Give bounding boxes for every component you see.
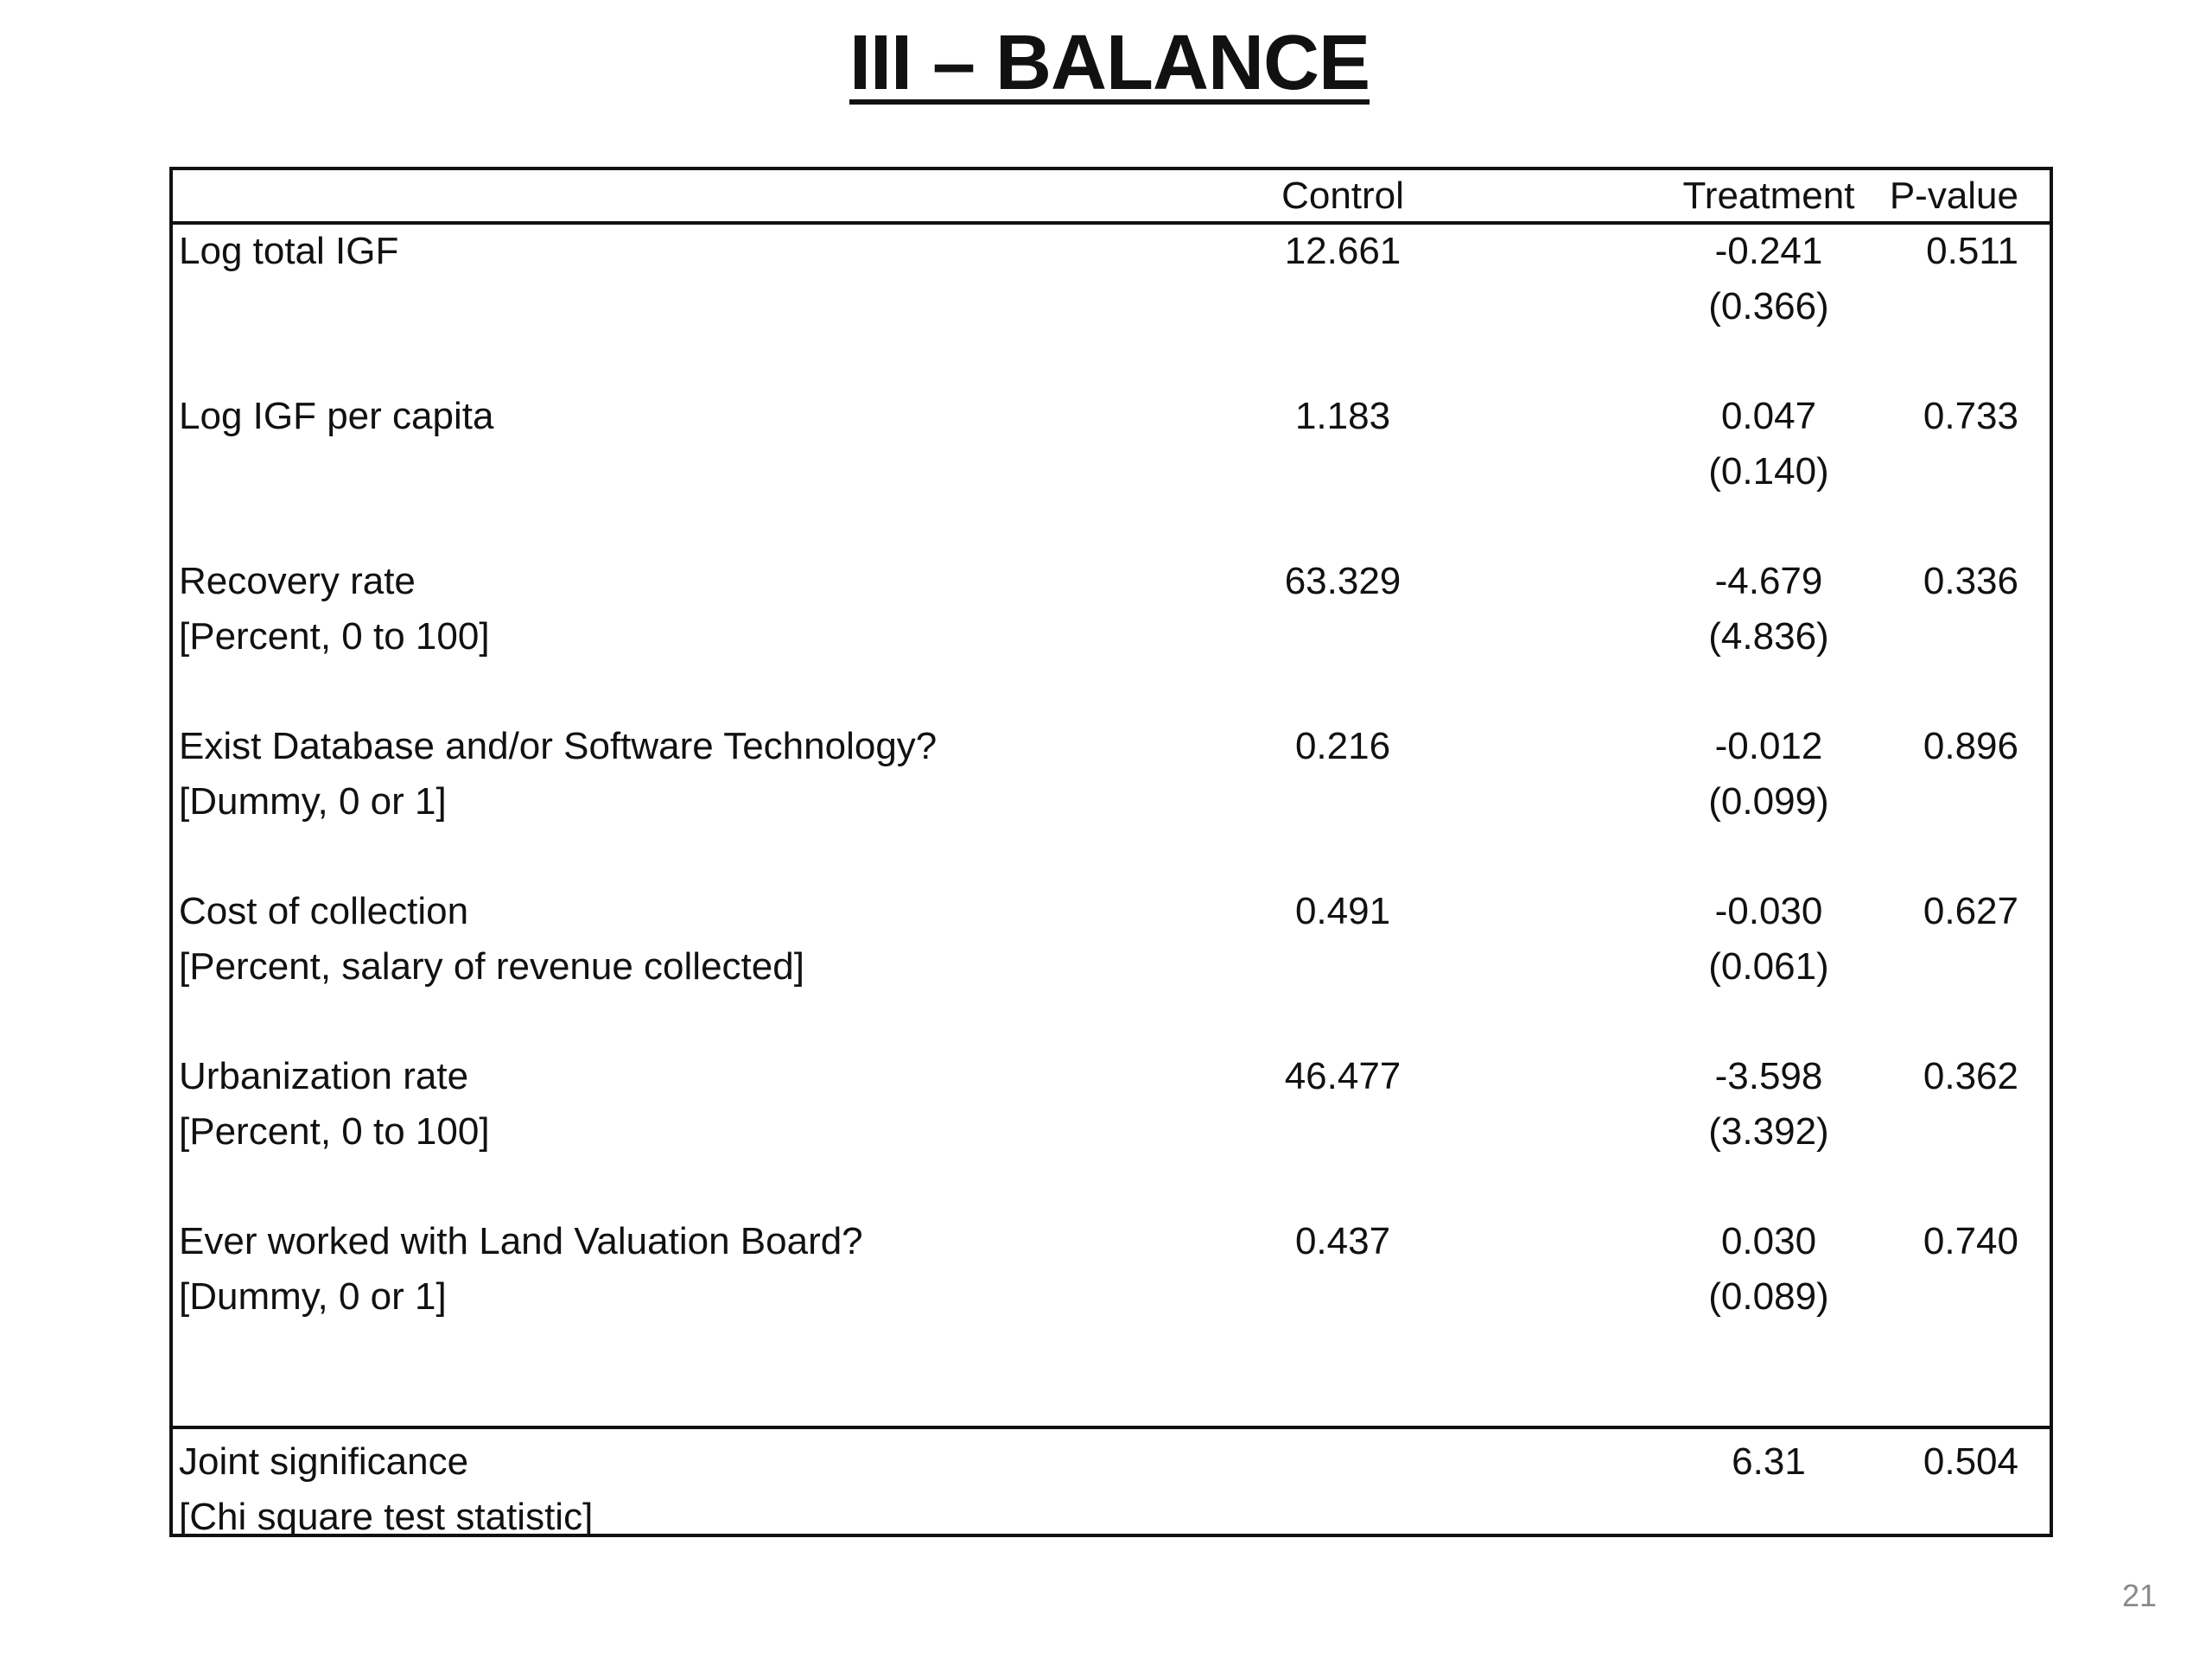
row-sublabel: [Dummy, 0 or 1] — [179, 1275, 447, 1318]
row-treatment-value: -0.012 — [1714, 725, 1823, 767]
row-treatment-value: -0.241 — [1714, 230, 1823, 272]
page-number: 21 — [2121, 1578, 2157, 1613]
row-pvalue: 0.362 — [1923, 1055, 2018, 1097]
row-treatment-value: -0.030 — [1714, 890, 1823, 932]
row-sublabel: [Percent, salary of revenue collected] — [179, 945, 804, 988]
header-pvalue: P-value — [1889, 175, 2018, 217]
row-standard-error: (3.392) — [1708, 1110, 1829, 1153]
row-sublabel: [Dummy, 0 or 1] — [179, 780, 447, 823]
row-label: Ever worked with Land Valuation Board? — [179, 1220, 863, 1262]
row-standard-error: (0.061) — [1708, 945, 1829, 988]
row-control-value: 0.491 — [1294, 890, 1391, 932]
row-treatment-value: -3.598 — [1714, 1055, 1823, 1097]
footer-pvalue: 0.504 — [1923, 1440, 2018, 1483]
footer-label: Joint significance — [179, 1440, 469, 1483]
row-pvalue: 0.733 — [1923, 395, 2018, 437]
row-treatment-value: 0.030 — [1720, 1220, 1817, 1262]
row-sublabel: [Percent, 0 to 100] — [179, 615, 490, 658]
row-standard-error: (0.140) — [1708, 450, 1829, 493]
row-label: Urbanization rate — [179, 1055, 469, 1097]
header-divider — [173, 221, 2050, 225]
row-treatment-value: -4.679 — [1714, 560, 1823, 602]
row-standard-error: (4.836) — [1708, 615, 1829, 658]
row-control-value: 46.477 — [1284, 1055, 1402, 1097]
row-pvalue: 0.511 — [1926, 230, 2018, 272]
slide-title: III – BALANCE — [849, 20, 1370, 106]
header-control: Control — [1281, 175, 1404, 217]
row-pvalue: 0.896 — [1923, 725, 2018, 767]
row-standard-error: (0.366) — [1708, 285, 1829, 327]
footer-treatment-value: 6.31 — [1732, 1440, 1806, 1483]
row-pvalue: 0.336 — [1923, 560, 2018, 602]
header-treatment: Treatment — [1682, 175, 1855, 217]
row-treatment-value: 0.047 — [1720, 395, 1817, 437]
row-control-value: 0.216 — [1294, 725, 1391, 767]
row-control-value: 1.183 — [1294, 395, 1391, 437]
row-control-value: 12.661 — [1284, 230, 1402, 272]
row-label: Log total IGF — [179, 230, 399, 272]
footer-sublabel: [Chi square test statistic] — [179, 1496, 594, 1538]
row-pvalue: 0.740 — [1923, 1220, 2018, 1262]
row-control-value: 63.329 — [1284, 560, 1402, 602]
row-sublabel: [Percent, 0 to 100] — [179, 1110, 490, 1153]
row-pvalue: 0.627 — [1923, 890, 2018, 932]
row-standard-error: (0.089) — [1708, 1275, 1829, 1318]
row-standard-error: (0.099) — [1708, 780, 1829, 823]
row-label: Exist Database and/or Software Technology? — [179, 725, 938, 767]
row-label: Cost of collection — [179, 890, 469, 932]
footer-divider — [173, 1426, 2050, 1429]
row-label: Recovery rate — [179, 560, 416, 602]
row-control-value: 0.437 — [1294, 1220, 1391, 1262]
row-label: Log IGF per capita — [179, 395, 494, 437]
balance-table — [169, 167, 2053, 1537]
